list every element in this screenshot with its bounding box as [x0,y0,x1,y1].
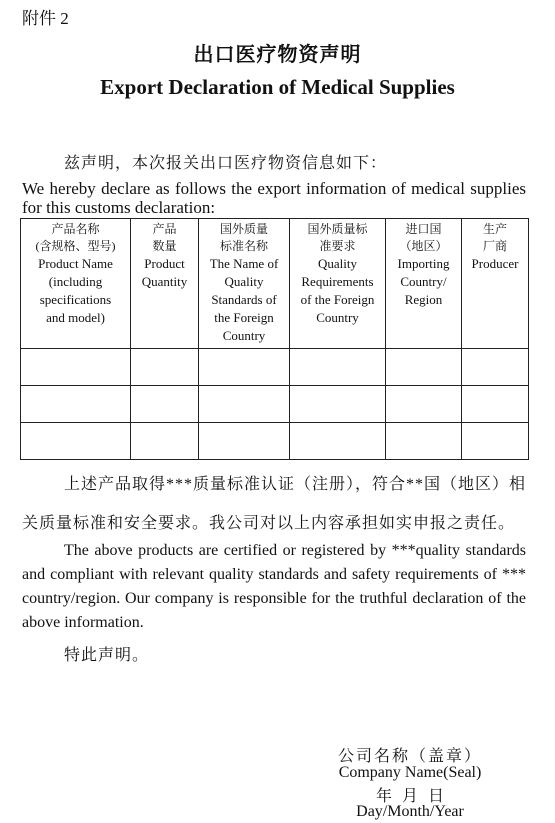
header-label-cn: 进口国 （地区） [399,222,448,253]
company-name-seal-en: Company Name(Seal) [338,764,482,781]
table-cell[interactable] [21,423,131,460]
closing-chinese: 特此声明。 [64,647,150,664]
header-producer [462,219,529,349]
table-cell[interactable] [462,423,529,460]
header-label-cn: 生产 厂商 [482,222,507,253]
title-english: Export Declaration of Medical Supplies [100,75,455,99]
table-cell[interactable] [290,386,386,423]
table-cell[interactable] [290,423,386,460]
header-label-en: Importing Country/ Region [397,256,450,307]
intro-chinese: 兹声明，本次报关出口医疗物资信息如下： [64,155,388,172]
table-cell[interactable] [21,349,131,386]
table-row [21,423,529,460]
header-label-cn: 国外质量 标准名称 [219,222,268,253]
table-cell[interactable] [21,386,131,423]
header-label-cn: 产品名称 (含规格、型号) [35,222,116,253]
statement-chinese-line-1: 上述产品取得***质量标准认证（注册），符合**国（地区）相 [64,476,527,493]
company-name-seal-cn: 公司名称（盖章） [337,748,482,765]
header-label-cn: 国外质量标 准要求 [307,222,368,253]
table-cell[interactable] [131,386,199,423]
table-cell[interactable] [131,423,199,460]
table-cell[interactable] [199,386,290,423]
table-cell[interactable] [131,349,199,386]
statement-english: The above products are certified or registered by ***quality standards and compliant with relevant quality standards and safety requirements of *** country/region. Our company is responsible for the truthful declaration of the above information. [22,542,526,631]
table-cell[interactable] [386,423,462,460]
table-cell[interactable] [386,386,462,423]
title-chinese: 出口医疗物资声明 [193,44,362,66]
table-row [21,386,529,423]
table-cell[interactable] [199,349,290,386]
header-label-en: Product Name (including specifications and model) [38,256,113,325]
intro-english: We hereby declare as follows the export information of medical supplies for this customs declaration: [22,179,526,217]
header-product-name [21,219,131,349]
header-product-quantity [131,219,199,349]
table-cell[interactable] [386,349,462,386]
header-label-en: Quality Requirements of the Foreign Country [300,256,375,325]
attachment-label: 附件 2 [22,9,69,28]
header-quality-requirements [290,219,386,349]
header-label-cn: 产品 数量 [152,222,177,253]
header-label-en: Product Quantity [141,256,188,289]
header-label-en: Producer [471,256,519,271]
declaration-table [20,218,529,460]
table-cell[interactable] [462,349,529,386]
table-header-row [21,219,529,349]
statement-chinese-line-2: 关质量标准和安全要求。我公司对以上内容承担如实申报之责任。 [22,515,516,532]
date-cn: 年 月 日 [375,788,444,805]
header-label-en: The Name of Quality Standards of the Foreign Country [209,256,279,343]
header-quality-standard-name [199,219,290,349]
table-cell[interactable] [199,423,290,460]
date-en: Day/Month/Year [356,803,464,820]
header-importing-country [386,219,462,349]
table-cell[interactable] [290,349,386,386]
table-row [21,349,529,386]
table-cell[interactable] [462,386,529,423]
